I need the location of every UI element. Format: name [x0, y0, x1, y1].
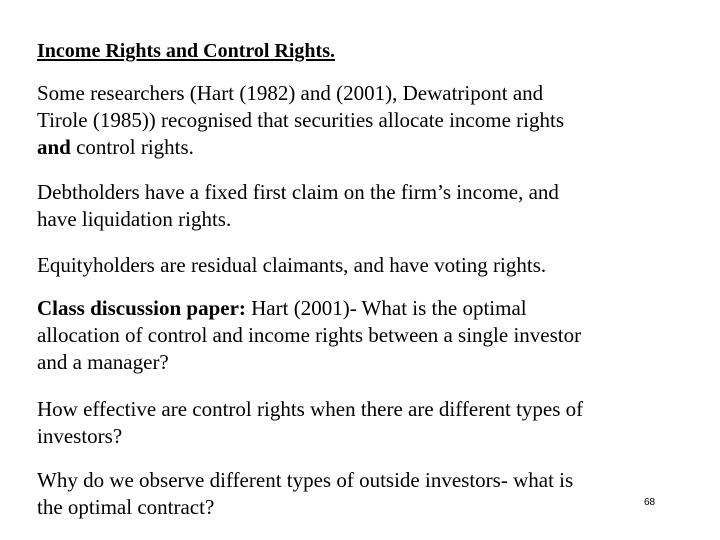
paragraph-class-discussion	[37, 295, 707, 376]
paragraph-line	[37, 295, 707, 322]
paragraph-line: Debtholders have a fixed first claim on the firm’s income, and	[37, 180, 559, 204]
slide-title: Income Rights and Control Rights.	[37, 40, 335, 62]
paragraph-debtholders	[37, 179, 707, 233]
paragraph-line: Some researchers (Hart (1982) and (2001), Dewatripont and	[37, 81, 544, 105]
paragraph-line: Tirole (1985)) recognised that securities allocate income rights	[37, 108, 564, 132]
paragraph-line: and a manager?	[37, 350, 169, 374]
paragraph-line: Why do we observe different types of outside investors- what is	[37, 468, 574, 492]
paragraph-line: Equityholders are residual claimants, and have voting rights.	[37, 253, 547, 277]
bold-text: and	[37, 135, 71, 159]
bold-text: Class discussion paper:	[37, 296, 246, 320]
paragraph-equityholders	[37, 252, 707, 279]
paragraph-line: the optimal contract?	[37, 495, 215, 519]
text: Hart (2001)- What is the optimal	[245, 296, 527, 320]
paragraph-line: allocation of control and income rights between a single investor	[37, 323, 582, 347]
paragraph-line: How effective are control rights when there are different types of	[37, 397, 584, 421]
page-number: 68	[644, 497, 656, 508]
paragraph-line: investors?	[37, 424, 123, 448]
paragraph-income-control-rights	[37, 80, 707, 161]
paragraph-outside-investors	[37, 467, 707, 521]
text: control rights.	[70, 135, 194, 159]
paragraph-control-rights-effectiveness	[37, 396, 707, 450]
paragraph-line	[37, 134, 707, 161]
paragraph-line: have liquidation rights.	[37, 207, 232, 231]
